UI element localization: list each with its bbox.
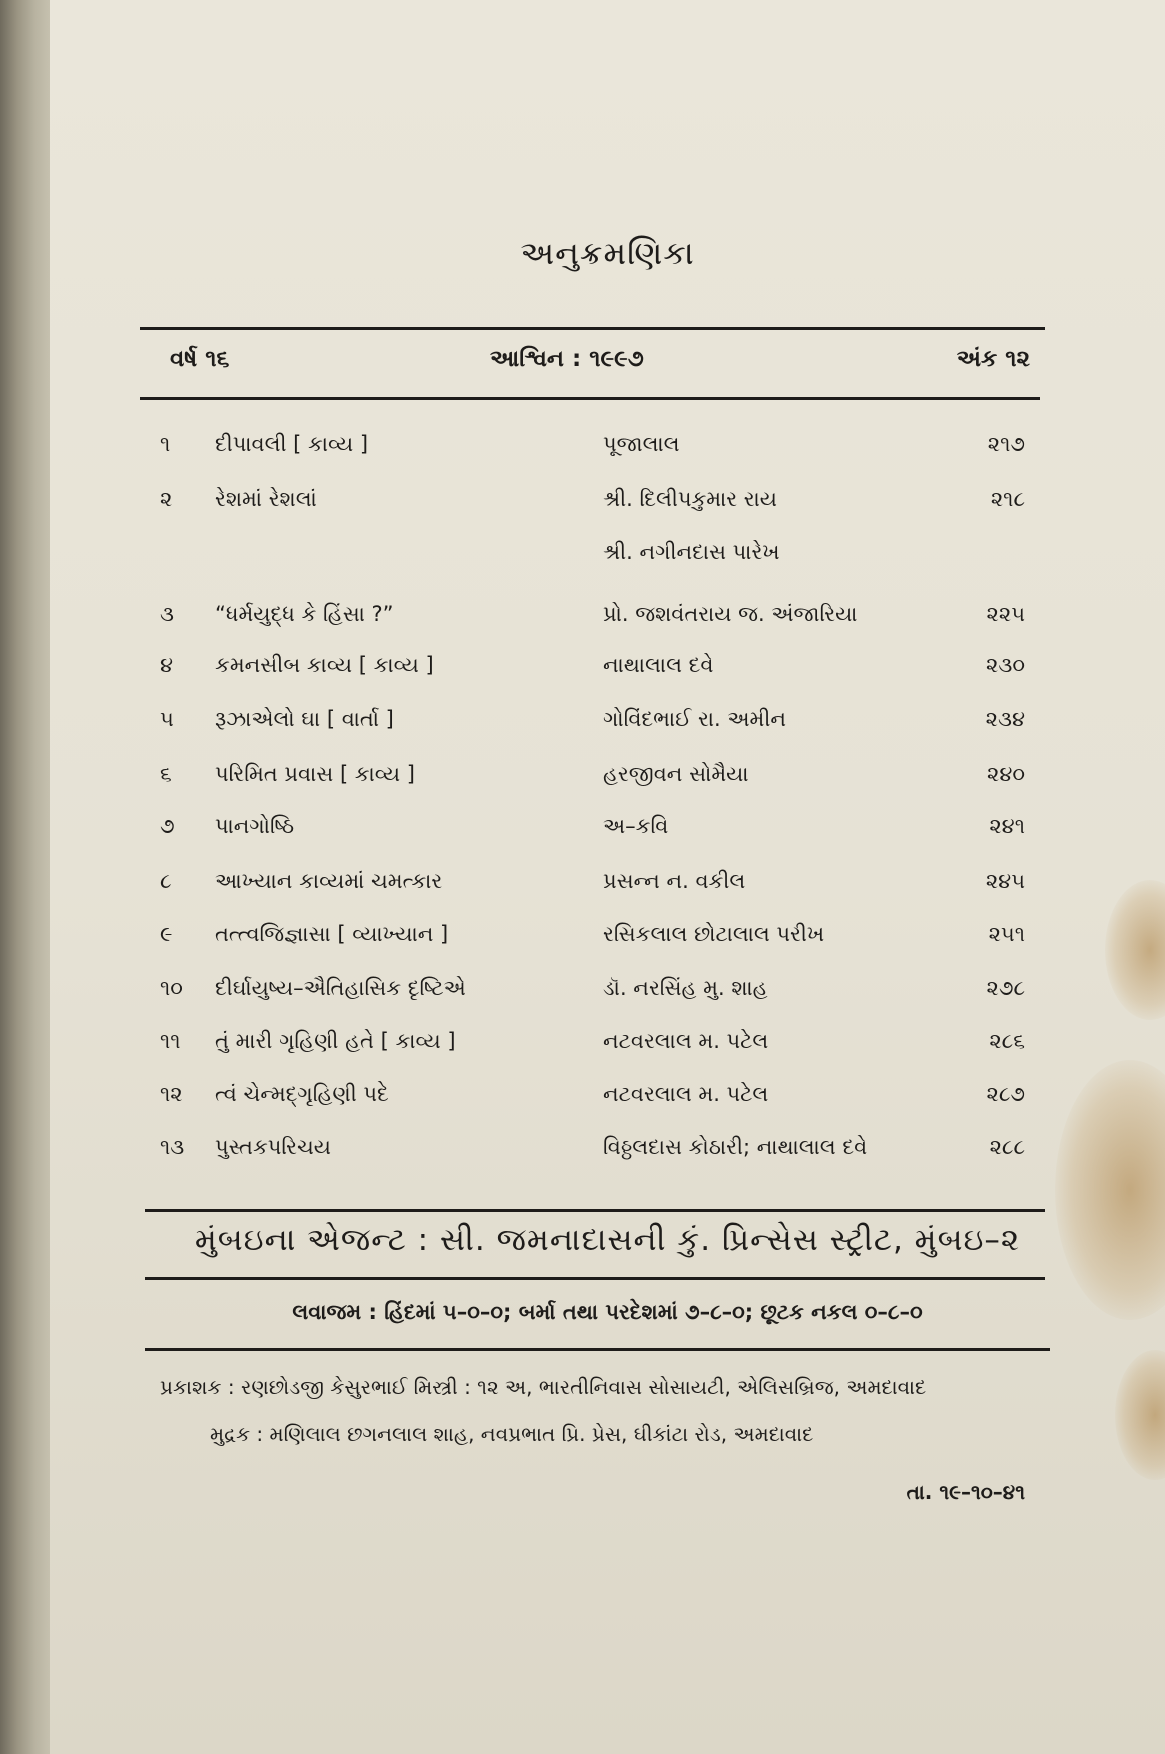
toc-entry-page: ૨૮૭ (986, 1082, 1025, 1106)
toc-entry-number: ૪ (160, 653, 174, 677)
toc-entry (50, 487, 1165, 523)
divider (145, 1348, 1050, 1351)
toc-entry-page: ૨૫૧ (988, 922, 1025, 946)
toc-entry-number: ૫ (160, 707, 174, 731)
toc-entry-page: ૨૪૧ (989, 814, 1025, 838)
printer-line: મુદ્રક : મણિલાલ છગનલાલ શાહ, નવપ્રભાત પ્રિ. પ્રેસ, ઘીકાંટા રોડ, અમદાવાદ (210, 1422, 814, 1446)
toc-entry-number: ૧૨ (160, 1082, 183, 1106)
toc-entry-number: ૮ (160, 869, 172, 893)
toc-entry (50, 602, 1165, 638)
agent-line: મુંબઇના એજન્ટ : સી. જમનાદાસની કું. પ્રિન્સેસ સ્ટ્રીટ, મુંબઇ–૨ (194, 1222, 1021, 1258)
toc-entry (50, 653, 1165, 689)
toc-entry-author: પ્રો. જશવંતરાય જ. અંજારિયા (603, 602, 858, 626)
issue-info-bar (50, 346, 1165, 386)
toc-entry-number: ૨ (160, 487, 173, 511)
toc-entry-author: ડૉ. નરસિંહ મુ. શાહ (603, 976, 768, 1000)
toc-entry-title: આખ્યાન કાવ્યમાં ચમત્કાર (215, 869, 443, 893)
toc-entry-title: તત્ત્વજિજ્ઞાસા [ વ્યાખ્યાન ] (215, 922, 449, 946)
toc-entry-number: ૩ (160, 602, 174, 626)
magazine-page (50, 0, 1165, 1754)
toc-entry-page: ૨૩૦ (986, 653, 1025, 677)
toc-entry (50, 976, 1165, 1012)
toc-entry (50, 1082, 1165, 1118)
toc-entry-page: ૨૪૫ (985, 869, 1025, 893)
toc-entry-author: નટવરલાલ મ. પટેલ (603, 1082, 769, 1106)
toc-entry-number: ૯ (160, 922, 173, 946)
toc-entry-title: રૂઝાએલો ઘા [ વાર્તા ] (215, 707, 394, 731)
toc-entry-author: પ્રસન્ન ન. વકીલ (603, 869, 746, 893)
toc-entry-number: ૭ (160, 814, 175, 838)
toc-entry-author: નાથાલાલ દવે (603, 653, 714, 677)
toc-entry (50, 1135, 1165, 1171)
toc-entry-page: ૨૧૮ (990, 487, 1025, 511)
toc-entry-author: નટવરલાલ મ. પટેલ (603, 1029, 769, 1053)
volume-label: વર્ષ ૧૬ (170, 346, 230, 372)
toc-entry-page: ૨૭૮ (986, 976, 1025, 1000)
toc-entry (50, 1029, 1165, 1065)
divider (140, 397, 1040, 400)
toc-entry-author: શ્રી. નગીનદાસ પારેખ (603, 540, 780, 564)
toc-entry-page: ૨૧૭ (987, 432, 1025, 456)
toc-entry (50, 762, 1165, 798)
toc-entry-title: દીપાવલી [ કાવ્ય ] (215, 432, 369, 456)
toc-entry-author: વિઠ્ઠલદાસ કોઠારી; નાથાલાલ દવે (603, 1135, 868, 1159)
toc-entry-number: ૧૦ (160, 976, 183, 1000)
toc-entry (50, 869, 1165, 905)
toc-entry-page: ૨૨૫ (986, 602, 1025, 626)
toc-entry-page: ૨૮૮ (989, 1135, 1025, 1159)
toc-entry-number: ૬ (160, 762, 172, 786)
toc-entry-number: ૧ (160, 432, 171, 456)
toc-entry-title: “ધર્મયુદ્ધ કે હિંસા ?” (215, 602, 394, 626)
toc-entry-page: ૨૪૦ (987, 762, 1025, 786)
toc-entry-title: તું મારી ગૃહિણી હતે [ કાવ્ય ] (215, 1029, 456, 1053)
divider (140, 327, 1045, 330)
toc-entry-title: પરિમિત પ્રવાસ [ કાવ્ય ] (215, 762, 415, 786)
toc-entry (50, 707, 1165, 743)
issue-number-label: અંક ૧૨ (956, 346, 1030, 372)
toc-entry-number: ૧૧ (160, 1029, 181, 1053)
toc-entry (50, 814, 1165, 850)
toc-entry-title: કમનસીબ કાવ્ય [ કાવ્ય ] (215, 653, 434, 677)
toc-entry-title: રેશમાં રેશલાં (215, 487, 317, 511)
toc-entry-page: ૨૮૬ (989, 1029, 1025, 1053)
toc-entry-title: દીર્ઘાયુષ્ય–ઐતિહાસિક દૃષ્ટિએ (215, 976, 466, 1000)
toc-entry-author: અ–કવિ (603, 814, 669, 838)
toc-entry-title: પુસ્તકપરિચય (215, 1135, 332, 1159)
toc-entry-author: રસિકલાલ છોટાલાલ પરીખ (603, 922, 825, 946)
toc-entry-author: શ્રી. દિલીપકુમાર રાય (603, 487, 777, 511)
toc-entry-number: ૧૩ (160, 1135, 185, 1159)
page-title: અનુક્રમણિકા (520, 234, 695, 272)
subscription-line: લવાજમ : હિંદમાં ૫–૦–૦; બર્મા તથા પરદેશમાં ૭–૮–૦; છૂટક નકલ ૦–૮–૦ (292, 1300, 923, 1324)
paper-stain (1115, 1350, 1165, 1480)
toc-entry (50, 540, 1165, 576)
publisher-line: પ્રકાશક : રણછોડજી કેસુરભાઈ મિસ્ત્રી : ૧૨ અ, ભારતીનિવાસ સોસાયટી, એલિસબ્રિજ, અમદાવાદ (160, 1375, 927, 1399)
toc-entry-author: ગોવિંદભાઈ રા. અમીન (603, 707, 786, 731)
toc-entry-author: હરજીવન સોમૈયા (603, 762, 749, 786)
toc-entry-title: ત્વં ચેન્મદ્‌ગૃહિણી પદે (215, 1082, 389, 1106)
toc-entry-author: પૂજાલાલ (603, 432, 680, 456)
issue-date: તા. ૧૯–૧૦–૪૧ (906, 1480, 1025, 1504)
divider (145, 1209, 1045, 1212)
toc-entry-page: ૨૩૪ (985, 707, 1025, 731)
divider (145, 1277, 1045, 1280)
toc-entry (50, 922, 1165, 958)
toc-entry-title: પાનગોષ્ઠિ (215, 814, 295, 838)
toc-entry (50, 432, 1165, 468)
month-year-label: આશ્વિન : ૧૯૯૭ (490, 346, 644, 372)
